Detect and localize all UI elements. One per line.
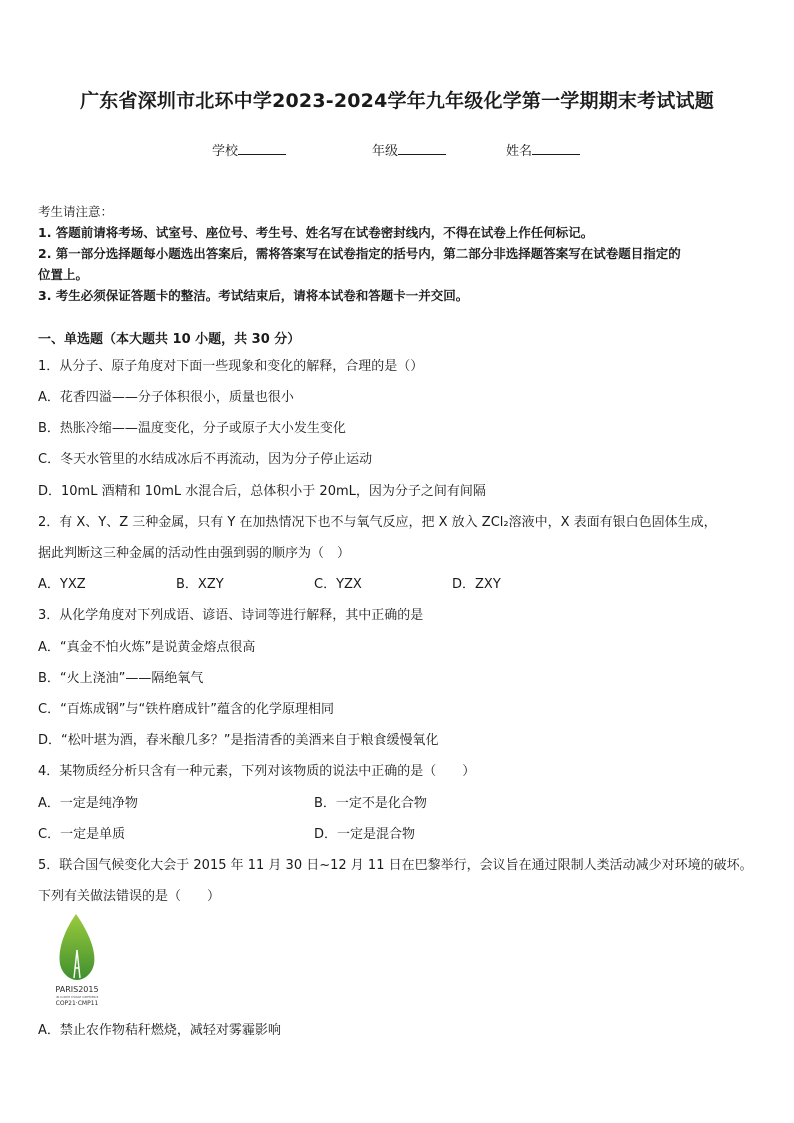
section-heading: 一、单选题（本大题共 10 小题，共 30 分） — [38, 332, 301, 347]
exam-notice — [38, 201, 758, 306]
question-4-option-b: B．一定不是化合物 — [314, 796, 427, 811]
leaf-icon — [60, 914, 95, 980]
question-3-option-d: D．“松叶堪为酒，春米酿几多？”是指清香的美酒来自于粮食缓慢氧化 — [38, 733, 439, 748]
paris2015-logo — [46, 912, 108, 1008]
question-2-option-c: C．YZX — [314, 577, 362, 592]
question-3-option-c: C．“百炼成钢”与“铁杵磨成针”蕴含的化学原理相同 — [38, 702, 335, 717]
question-1-stem: 1．从分子、原子角度对下面一些现象和变化的解释，合理的是（） — [38, 359, 424, 374]
question-5-stem-cont: 下列有关做法错误的是（ ） — [38, 889, 221, 904]
school-blank — [238, 142, 286, 155]
name-label: 姓名 — [506, 144, 533, 159]
question-4-option-d: D．一定是混合物 — [314, 827, 416, 842]
logo-line-2: UN CLIMATE CHANGE CONFERENCE — [55, 996, 99, 999]
question-1-option-d: D．10mL 酒精和 10mL 水混合后，总体积小于 20mL，因为分子之间有间隔 — [38, 484, 486, 499]
notice-item: 2. 第一部分选择题每小题选出答案后，需将答案写在试卷指定的括号内，第二部分非选择题答案写在试卷题目指定的 — [38, 246, 681, 261]
logo-line-1: PARIS2015 — [55, 985, 99, 994]
question-2-option-d: D．ZXY — [452, 577, 501, 592]
grade-label: 年级 — [372, 144, 399, 159]
question-5-option-a: A．禁止农作物秸秆燃烧，减轻对雾霾影响 — [38, 1023, 281, 1038]
question-5-stem: 5．联合国气候变化大会于 2015 年 11 月 30 日~12 月 11 日在巴黎举行，会议旨在通过限制人类活动减少对环境的破坏。 — [38, 858, 753, 873]
name-field — [506, 140, 580, 159]
question-3-option-a: A．“真金不怕火炼”是说黄金熔点很高 — [38, 640, 256, 655]
question-2-option-a: A．YXZ — [38, 577, 86, 592]
notice-item: 1. 答题前请将考场、试室号、座位号、考生号、姓名写在试卷密封线内，不得在试卷上作任何标记。 — [38, 225, 594, 240]
question-4-stem: 4．某物质经分析只含有一种元素，下列对该物质的说法中正确的是（ ） — [38, 764, 476, 779]
logo-line-3: COP21·CMP11 — [55, 1000, 99, 1007]
notice-item: 位置上。 — [38, 267, 89, 282]
question-4-option-c: C．一定是单质 — [38, 827, 126, 842]
school-label: 学校 — [212, 144, 239, 159]
name-blank — [532, 142, 580, 155]
question-1-option-c: C．冬天水管里的水结成冰后不再流动，因为分子停止运动 — [38, 452, 373, 467]
question-3-option-b: B．“火上浇油”——隔绝氧气 — [38, 671, 204, 686]
notice-heading: 考生请注意： — [38, 204, 114, 219]
page-title: 广东省深圳市北环中学2023-2024学年九年级化学第一学期期末考试试题 — [80, 90, 714, 112]
grade-blank — [398, 142, 446, 155]
question-3-stem: 3．从化学角度对下列成语、谚语、诗词等进行解释，其中正确的是 — [38, 608, 424, 623]
question-2-stem-cont: 据此判断这三种金属的活动性由强到弱的顺序为（ ） — [38, 546, 351, 561]
question-4-option-a: A．一定是纯净物 — [38, 796, 138, 811]
question-1-option-b: B．热胀冷缩——温度变化，分子或原子大小发生变化 — [38, 421, 346, 436]
notice-item: 3. 考生必须保证答题卡的整洁。考试结束后，请将本试卷和答题卡一并交回。 — [38, 288, 469, 303]
school-field — [212, 140, 286, 159]
question-2-option-b: B．XZY — [176, 577, 224, 592]
question-2-stem: 2．有 X、Y、Z 三种金属，只有 Y 在加热情况下也不与氧气反应，把 X 放入 ZCl₂溶液中，X 表面有银白色固体生成， — [38, 515, 717, 530]
grade-field — [372, 140, 446, 159]
question-1-option-a: A．花香四溢——分子体积很小，质量也很小 — [38, 390, 294, 405]
